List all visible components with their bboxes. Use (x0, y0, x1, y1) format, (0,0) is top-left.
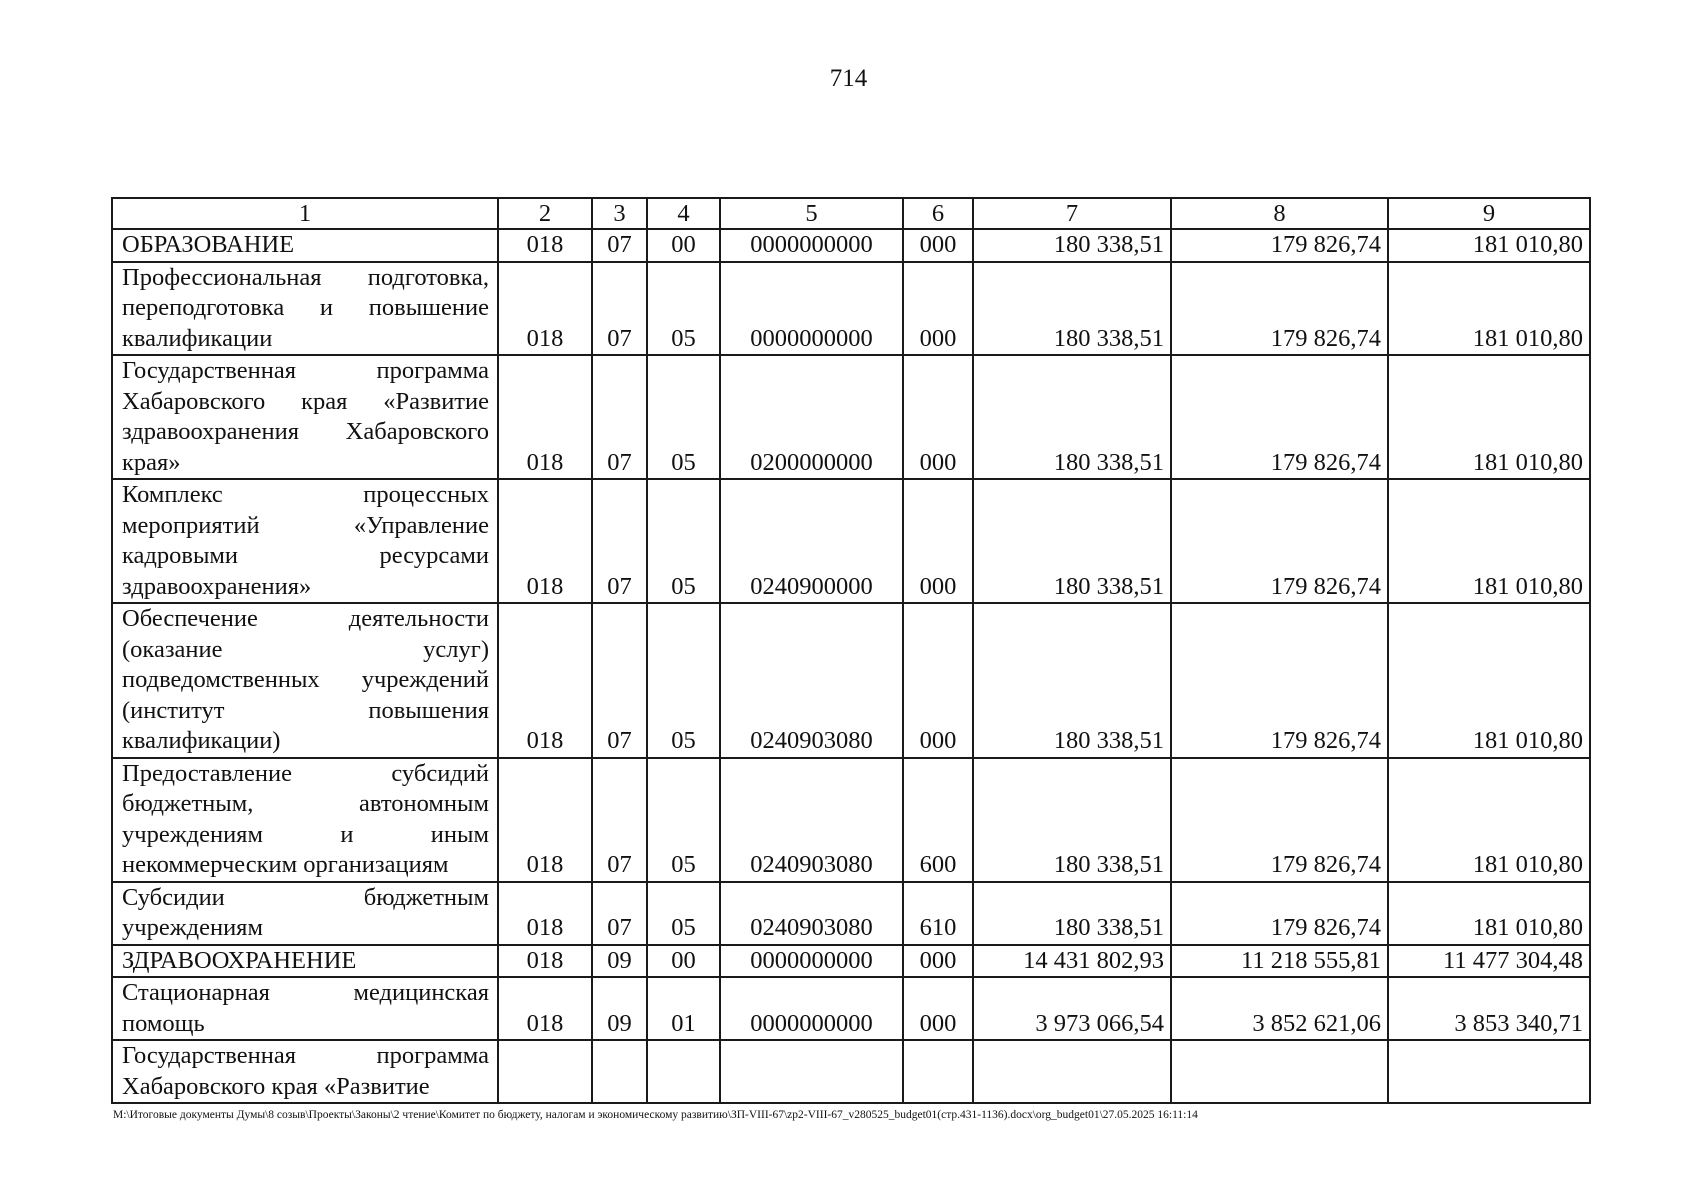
cell-amount-8: 11 218 555,81 (1171, 945, 1388, 978)
budget-table (111, 197, 1591, 1104)
cell-code-4 (647, 1040, 720, 1103)
cell-code-4: 05 (647, 603, 720, 758)
table-header-row (112, 198, 1590, 229)
cell-code-2: 018 (498, 977, 592, 1040)
row-name: ОБРАЗОВАНИЕ (112, 229, 498, 262)
cell-code-6: 000 (903, 355, 973, 479)
cell-code-4: 05 (647, 479, 720, 603)
cell-code-6: 000 (903, 603, 973, 758)
cell-code-2: 018 (498, 479, 592, 603)
cell-code-5: 0000000000 (720, 262, 903, 356)
column-header: 7 (973, 198, 1171, 229)
cell-code-4: 05 (647, 262, 720, 356)
cell-amount-9 (1388, 1040, 1590, 1103)
cell-amount-7: 180 338,51 (973, 355, 1171, 479)
table-row (112, 479, 1590, 603)
table-row (112, 262, 1590, 356)
cell-code-3: 07 (592, 229, 647, 262)
cell-code-4: 00 (647, 229, 720, 262)
cell-code-3: 07 (592, 603, 647, 758)
cell-code-6: 000 (903, 977, 973, 1040)
cell-amount-7: 14 431 802,93 (973, 945, 1171, 978)
cell-amount-7: 180 338,51 (973, 758, 1171, 882)
cell-amount-9: 181 010,80 (1388, 603, 1590, 758)
row-name: ЗДРАВООХРАНЕНИЕ (112, 945, 498, 978)
cell-amount-9: 181 010,80 (1388, 479, 1590, 603)
cell-code-6: 000 (903, 262, 973, 356)
cell-code-5: 0000000000 (720, 945, 903, 978)
cell-amount-7: 180 338,51 (973, 229, 1171, 262)
cell-code-3: 07 (592, 882, 647, 945)
cell-code-2: 018 (498, 758, 592, 882)
column-header: 9 (1388, 198, 1590, 229)
table-row (112, 1040, 1590, 1103)
cell-amount-9: 181 010,80 (1388, 262, 1590, 356)
cell-code-2: 018 (498, 229, 592, 262)
row-name: Субсидии бюджетным учреждениям (112, 882, 498, 945)
cell-code-2 (498, 1040, 592, 1103)
cell-code-6: 600 (903, 758, 973, 882)
cell-amount-7: 180 338,51 (973, 479, 1171, 603)
column-header: 1 (112, 198, 498, 229)
cell-code-4: 01 (647, 977, 720, 1040)
cell-amount-9: 181 010,80 (1388, 758, 1590, 882)
column-header: 4 (647, 198, 720, 229)
cell-code-4: 05 (647, 355, 720, 479)
cell-code-6: 000 (903, 229, 973, 262)
cell-code-3: 09 (592, 945, 647, 978)
cell-amount-8: 179 826,74 (1171, 355, 1388, 479)
cell-code-4: 05 (647, 758, 720, 882)
cell-code-2: 018 (498, 882, 592, 945)
column-header: 6 (903, 198, 973, 229)
cell-code-4: 05 (647, 882, 720, 945)
cell-code-5: 0000000000 (720, 229, 903, 262)
row-name: Профессиональная подготовка, переподготовка и повышение квалификации (112, 262, 498, 356)
cell-amount-7: 180 338,51 (973, 262, 1171, 356)
table-row (112, 355, 1590, 479)
cell-amount-8: 179 826,74 (1171, 603, 1388, 758)
cell-amount-8: 179 826,74 (1171, 229, 1388, 262)
table-row (112, 229, 1590, 262)
cell-code-5: 0240903080 (720, 882, 903, 945)
cell-amount-8: 3 852 621,06 (1171, 977, 1388, 1040)
cell-amount-8: 179 826,74 (1171, 882, 1388, 945)
cell-code-3: 07 (592, 355, 647, 479)
cell-code-5: 0240903080 (720, 758, 903, 882)
cell-amount-8 (1171, 1040, 1388, 1103)
table-row (112, 603, 1590, 758)
cell-code-5: 0240903080 (720, 603, 903, 758)
table-row (112, 945, 1590, 978)
cell-code-6: 000 (903, 945, 973, 978)
row-name: Комплекс процессных мероприятий «Управление кадровыми ресурсами здравоохранения» (112, 479, 498, 603)
column-header: 5 (720, 198, 903, 229)
table-row (112, 882, 1590, 945)
cell-code-3: 07 (592, 758, 647, 882)
column-header: 3 (592, 198, 647, 229)
table-row (112, 977, 1590, 1040)
cell-code-3: 07 (592, 262, 647, 356)
cell-amount-9: 11 477 304,48 (1388, 945, 1590, 978)
row-name: Стационарная медицинская помощь (112, 977, 498, 1040)
cell-amount-7: 180 338,51 (973, 603, 1171, 758)
footer-file-path: M:\Итоговые документы Думы\8 созыв\Проекты\Законы\2 чтение\Комитет по бюджету, налогам и экономическому развитию\ЗП-VIII-67\zp2-VIII-67_v280525_budget01(стр.431-1136).docx\org_budget01\27.05.2025 16:11:14 (113, 1109, 1198, 1121)
cell-amount-9: 181 010,80 (1388, 882, 1590, 945)
column-header: 2 (498, 198, 592, 229)
row-name: Государственная программа Хабаровского края «Развитие (112, 1040, 498, 1103)
cell-code-4: 00 (647, 945, 720, 978)
cell-amount-8: 179 826,74 (1171, 262, 1388, 356)
cell-amount-8: 179 826,74 (1171, 758, 1388, 882)
cell-code-2: 018 (498, 945, 592, 978)
row-name: Предоставление субсидий бюджетным, автономным учреждениям и иным некоммерческим организациям (112, 758, 498, 882)
cell-code-5: 0240900000 (720, 479, 903, 603)
cell-code-3 (592, 1040, 647, 1103)
cell-amount-9: 181 010,80 (1388, 229, 1590, 262)
page-number: 714 (829, 65, 868, 92)
cell-code-6: 610 (903, 882, 973, 945)
cell-code-2: 018 (498, 355, 592, 479)
cell-amount-7: 180 338,51 (973, 882, 1171, 945)
cell-amount-8: 179 826,74 (1171, 479, 1388, 603)
table-row (112, 758, 1590, 882)
cell-code-5: 0200000000 (720, 355, 903, 479)
cell-code-3: 09 (592, 977, 647, 1040)
column-header: 8 (1171, 198, 1388, 229)
cell-amount-9: 3 853 340,71 (1388, 977, 1590, 1040)
cell-amount-9: 181 010,80 (1388, 355, 1590, 479)
cell-code-5 (720, 1040, 903, 1103)
cell-code-3: 07 (592, 479, 647, 603)
row-name: Государственная программа Хабаровского края «Развитие здравоохранения Хабаровского края» (112, 355, 498, 479)
cell-amount-7 (973, 1040, 1171, 1103)
cell-code-6: 000 (903, 479, 973, 603)
row-name: Обеспечение деятельности (оказание услуг) подведомственных учреждений (институт повышения квалификации) (112, 603, 498, 758)
cell-code-2: 018 (498, 262, 592, 356)
cell-code-5: 0000000000 (720, 977, 903, 1040)
cell-code-6 (903, 1040, 973, 1103)
cell-code-2: 018 (498, 603, 592, 758)
cell-amount-7: 3 973 066,54 (973, 977, 1171, 1040)
